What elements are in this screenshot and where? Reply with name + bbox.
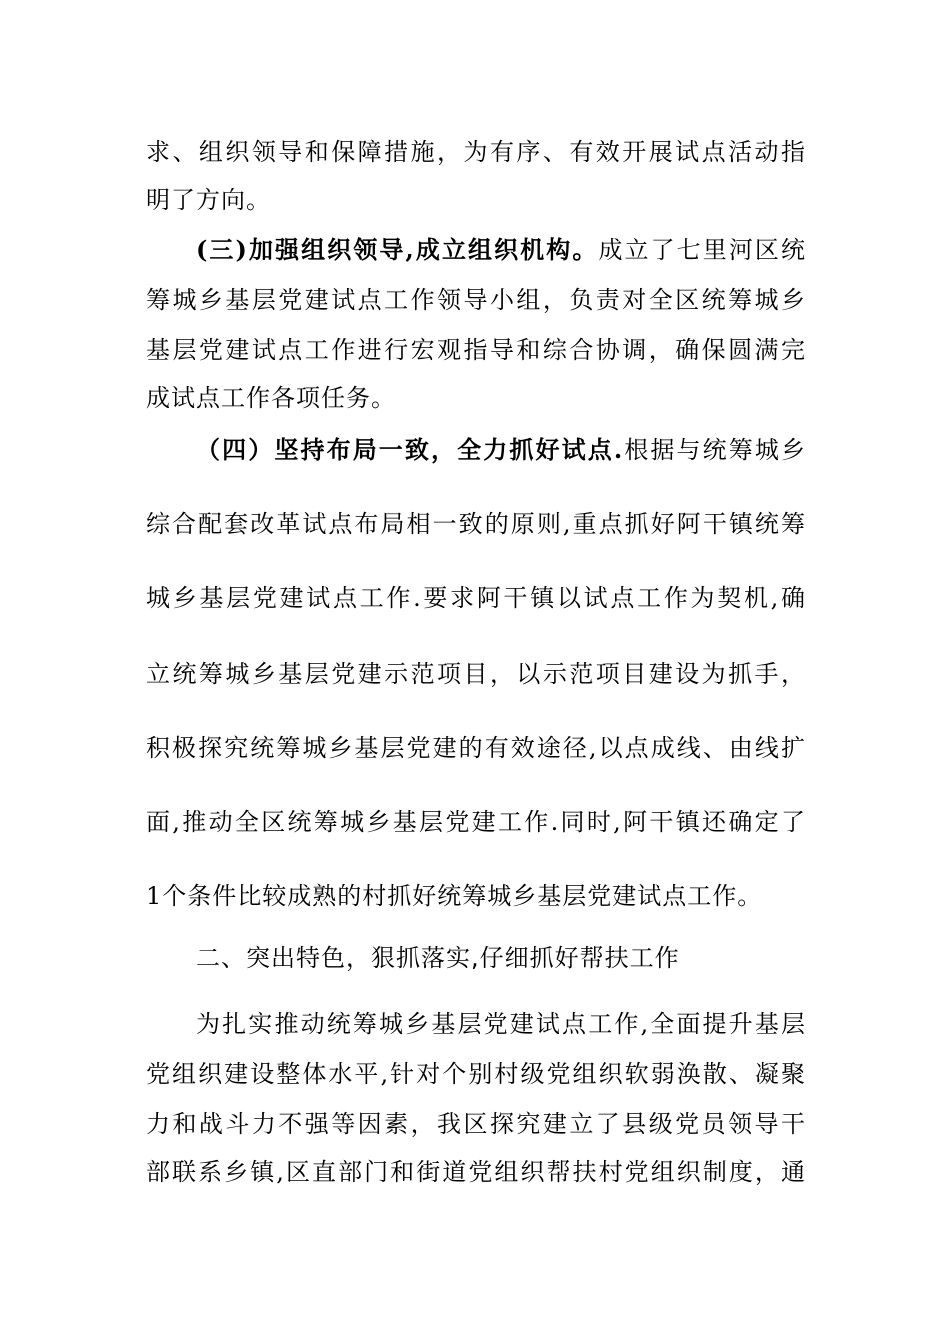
text-line: 综合配套改革试点布局相一致的原则,重点抓好阿干镇统筹 (146, 510, 806, 538)
text-line: 立统筹城乡基层党建示范项目，以示范项目建设为抓手， (146, 660, 806, 688)
text-line: 明了方向。 (146, 186, 271, 214)
text-line: 力和战斗力不强等因素，我区探究建立了县级党员领导干 (146, 1110, 806, 1138)
text-line (196, 234, 806, 266)
subsection-lead: （四）坚持布局一致，全力抓好试点. (196, 435, 624, 464)
text-line: 城乡基层党建试点工作.要求阿干镇以试点工作为契机,确 (146, 584, 806, 612)
text-line: 党组织建设整体水平,针对个别村级党组织软弱涣散、凝聚 (146, 1060, 806, 1088)
text-line: 成试点工作各项任务。 (146, 384, 396, 412)
text-run: 根据与统筹城乡 (623, 436, 807, 464)
text-line: 1个条件比较成熟的村抓好统筹城乡基层党建试点工作。 (146, 882, 763, 910)
text-line (196, 434, 806, 466)
text-line: 筹城乡基层党建试点工作领导小组，负责对全区统筹城乡 (146, 286, 806, 314)
text-run: 成立了七里河区统 (598, 236, 806, 264)
text-line: 部联系乡镇,区直部门和街道党组织帮扶村党组织制度，通 (146, 1158, 806, 1186)
subsection-lead: (三)加强组织领导,成立组织机构。 (196, 235, 599, 264)
text-line: 面,推动全区统筹城乡基层党建工作.同时,阿干镇还确定了 (146, 808, 806, 836)
section-heading: 二、突出特色，狠抓落实,仔细抓好帮扶工作 (196, 944, 680, 972)
text-line: 基层党建试点工作进行宏观指导和综合协调，确保圆满完 (146, 336, 806, 364)
text-line: 求、组织领导和保障措施，为有序、有效开展试点活动指 (146, 138, 806, 166)
text-line: 为扎实推动统筹城乡基层党建试点工作,全面提升基层 (196, 1010, 806, 1038)
text-line: 积极探究统筹城乡基层党建的有效途径,以点成线、由线扩 (146, 734, 806, 762)
